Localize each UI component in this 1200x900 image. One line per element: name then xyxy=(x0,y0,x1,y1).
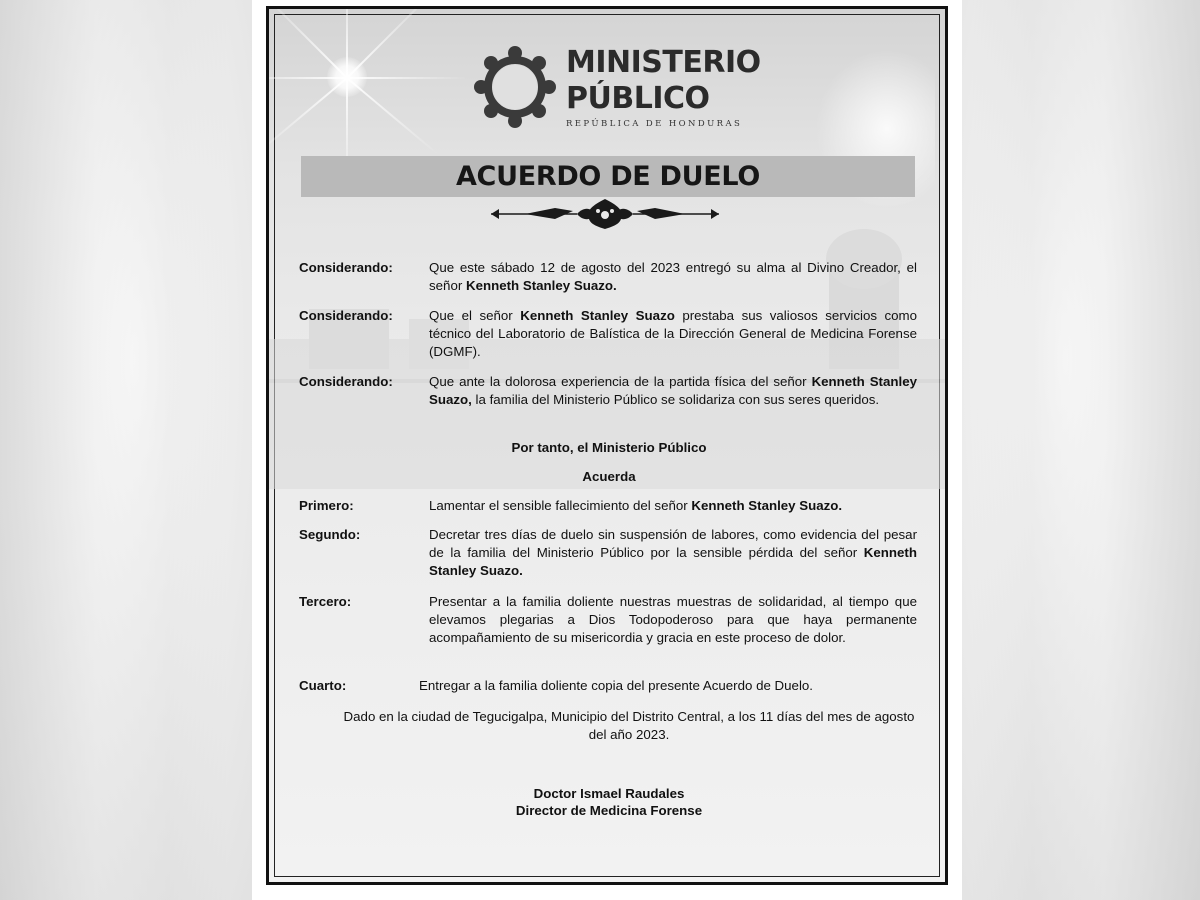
acuerdo-segundo-label: Segundo: xyxy=(299,527,361,542)
acuerdo-cuarto-label: Cuarto: xyxy=(299,678,347,693)
document-sheet xyxy=(252,0,962,900)
considerando-2-name: Kenneth Stanley Suazo xyxy=(520,308,675,323)
dado-en-statement: Dado en la ciudad de Tegucigalpa, Municipio del Distrito Central, a los 11 días del mes de agosto del año 2023. xyxy=(343,709,915,742)
acuerdo-primero-label: Primero: xyxy=(299,498,354,513)
considerando-2-label: Considerando: xyxy=(299,308,393,323)
acuerdo-primero-name: Kenneth Stanley Suazo. xyxy=(691,498,843,513)
document-frame xyxy=(266,6,948,885)
signatory-position: Director de Medicina Forense xyxy=(515,803,703,818)
considerando-2-text: Que el señor Kenneth Stanley Suazo prestaba sus valiosos servicios como técnico del Laboratorio de Balística de la Dirección General de Medicina Forense (DGMF). xyxy=(429,308,917,359)
blurred-background-right xyxy=(932,0,1200,900)
light-glare-decoration xyxy=(289,19,419,139)
organization-name xyxy=(566,45,761,117)
org-name-line1: MINISTERIO xyxy=(566,45,761,80)
considerando-1-label: Considerando: xyxy=(299,260,393,275)
acuerdo-segundo-text: Decretar tres días de duelo sin suspensión de labores, como evidencia del pesar de la familia del Ministerio Público por la sensible pérdida del señor Kenneth Stanley Suazo. xyxy=(429,527,917,578)
organization-subtitle: REPÚBLICA DE HONDURAS xyxy=(566,119,743,129)
considerando-1-text: Que este sábado 12 de agosto del 2023 entregó su alma al Divino Creador, el señor Kenneth Stanley Suazo. xyxy=(429,260,917,293)
considerando-3-label: Considerando: xyxy=(299,374,393,389)
por-tanto-heading: Por tanto, el Ministerio Público xyxy=(511,440,707,455)
acuerdo-cuarto-text: Entregar a la familia doliente copia del presente Acuerdo de Duelo. xyxy=(419,678,813,693)
blurred-background-left xyxy=(0,0,268,900)
acuerdo-tercero-text: Presentar a la familia doliente nuestras muestras de solidaridad, al tiempo que elevamos plegarias a Dios Todopoderoso para que haya permanente acompañamiento de su misericordia y gracia en este proceso de dolor. xyxy=(429,594,917,645)
considerando-1-name: Kenneth Stanley Suazo. xyxy=(465,278,617,293)
org-name-line2: PÚBLICO xyxy=(566,81,710,116)
circle-of-figures-logo-icon xyxy=(469,39,561,135)
considerando-3-text: Que ante la dolorosa experiencia de la partida física del señor Kenneth Stanley Suazo, la familia del Ministerio Público se solidariza con sus seres queridos. xyxy=(429,374,917,407)
ministerio-publico-logo xyxy=(469,39,769,139)
ornament-divider-icon xyxy=(485,197,725,231)
document-title: ACUERDO DE DUELO xyxy=(455,161,761,192)
title-banner xyxy=(301,156,915,197)
signature-block xyxy=(299,785,919,819)
considerando-3-name: Kenneth Stanley Suazo, xyxy=(429,374,917,407)
acuerdo-segundo-name: Kenneth Stanley Suazo. xyxy=(429,545,917,578)
acuerdo-tercero-label: Tercero: xyxy=(299,594,352,609)
acuerda-heading: Acuerda xyxy=(582,469,636,484)
signatory-name: Doctor Ismael Raudales xyxy=(533,786,685,801)
acuerdo-primero-text: Lamentar el sensible fallecimiento del señor Kenneth Stanley Suazo. xyxy=(429,498,843,513)
